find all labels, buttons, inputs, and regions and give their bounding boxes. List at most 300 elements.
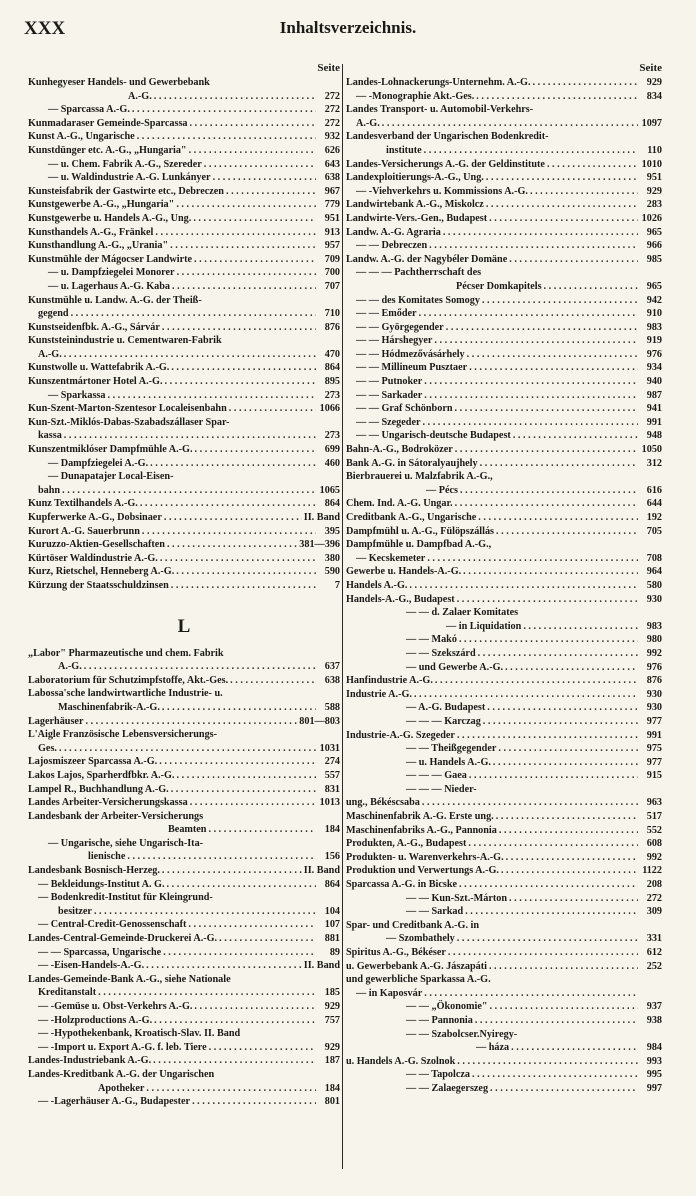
- entry-title: — — d. Zalaer Komitates: [406, 607, 519, 619]
- index-entry: [346, 158, 662, 172]
- entry-title: Kunstwolle u. Wattefabrik A.-G.: [28, 362, 170, 374]
- entry-title: — Central-Credit-Genossenschaft: [38, 919, 187, 931]
- entry-page: 942: [646, 294, 662, 306]
- dot-leader: [434, 334, 638, 348]
- entry-title: L'Aigle Französische Lebensversicherungs-: [28, 729, 218, 741]
- entry-title: Hanfindustrie A.-G.: [346, 675, 433, 687]
- entry-title: — Bodenkredit-Institut für Kleingrund-: [38, 892, 213, 904]
- entry-title: Landes Transport- u. Automobil-Verkehrs-: [346, 104, 534, 116]
- entry-title: gegend: [38, 308, 69, 320]
- dot-leader: [194, 253, 316, 267]
- dot-leader: [170, 239, 316, 253]
- index-entry: [346, 484, 662, 498]
- entry-title: — — — Pachtherrschaft des: [356, 267, 482, 279]
- entry-page: 707: [324, 280, 340, 292]
- dot-leader: [483, 715, 638, 729]
- index-entry: [28, 525, 340, 539]
- index-entry: [346, 212, 662, 226]
- dot-leader: [486, 198, 638, 212]
- index-entry: [346, 1068, 662, 1082]
- index-entry: [28, 171, 340, 185]
- right-column: [346, 60, 662, 1096]
- left-column: [28, 60, 340, 1109]
- entry-page: 272: [324, 90, 340, 102]
- index-entry: [346, 837, 662, 851]
- entry-page: 987: [646, 389, 662, 401]
- entry-page: 381—396: [299, 539, 340, 551]
- dot-leader: [496, 525, 638, 539]
- entry-title: — — Zalaegerszeg: [406, 1082, 489, 1094]
- index-entry: [28, 986, 340, 1000]
- index-entry: [28, 1000, 340, 1014]
- entry-page: 590: [324, 566, 340, 578]
- dot-leader: [163, 946, 316, 960]
- entry-title: — Dunapatajer Local-Eisen-: [48, 471, 174, 483]
- dot-leader: [64, 348, 316, 362]
- entry-title: Labossa'sche landwirtwartliche Industrie- u.: [28, 688, 223, 700]
- index-entry: [346, 90, 662, 104]
- entry-page: 709: [324, 253, 340, 265]
- index-entry: [346, 633, 662, 647]
- entry-title: — — Makó: [406, 634, 457, 646]
- entry-title: Landes-Lohnackerungs-Unternehm. A.-G.: [346, 77, 531, 88]
- entry-title: Lakos Lajos, Sparherdfbkr. A.-G.: [28, 769, 175, 781]
- entry-page: 957: [324, 240, 340, 252]
- entry-page: 470: [324, 348, 340, 360]
- index-entry: [346, 769, 662, 783]
- entry-title: — — Sarkad: [406, 906, 464, 918]
- dot-leader: [446, 321, 638, 335]
- index-entry: [28, 226, 340, 240]
- index-entry: [28, 878, 340, 892]
- index-entry: [28, 389, 340, 403]
- entry-page: 864: [324, 498, 340, 510]
- dot-leader: [153, 1054, 316, 1068]
- dot-leader: [478, 647, 638, 661]
- index-entry: [346, 919, 662, 933]
- index-entry: [346, 647, 662, 661]
- index-entry: [346, 321, 662, 335]
- entry-title: Kunstseidenfbk. A.-G., Sárvár: [28, 321, 160, 333]
- entry-title: — -Eisen-Handels-A.-G.: [38, 960, 145, 972]
- index-entry: [346, 810, 662, 824]
- entry-title: — Bekleidungs-Institut A. G.: [38, 878, 165, 890]
- entry-page: 976: [646, 348, 662, 360]
- dot-leader: [480, 457, 638, 471]
- dot-leader: [213, 171, 316, 185]
- entry-page: 705: [646, 525, 662, 537]
- dot-leader: [189, 144, 316, 158]
- dot-leader: [85, 715, 297, 729]
- entry-title: Landw. A.-G. der Nagybéler Domäne: [346, 253, 508, 265]
- entry-title: — Ungarische, siehe Ungarisch-Ita-: [48, 837, 204, 849]
- index-entry: [28, 1041, 340, 1055]
- entry-title: Kunstgewerbe u. Handels A.-G., Ung.: [28, 212, 192, 224]
- index-entry: [346, 429, 662, 443]
- dot-leader: [467, 348, 638, 362]
- entry-title: Landes-Versicherungs A.-G. der Geldinstitute: [346, 158, 545, 170]
- entry-page: 992: [646, 851, 662, 863]
- dot-leader: [107, 389, 316, 403]
- entry-title: Sparcassa A.-G. in Bicske: [346, 879, 458, 891]
- dot-leader: [59, 742, 316, 756]
- index-entry: [346, 674, 662, 688]
- index-entry: [28, 959, 340, 973]
- entry-page: 941: [646, 403, 662, 415]
- entry-page: 104: [324, 905, 340, 917]
- dot-leader: [435, 674, 638, 688]
- dot-leader: [127, 850, 316, 864]
- entry-title: — u. Waldindustrie A.-G. Lunkányer: [48, 172, 211, 184]
- entry-title: Spar- und Creditbank A.-G. in: [346, 919, 480, 931]
- index-entry: [28, 375, 340, 389]
- entry-title: Kunst A.-G., Ungarische: [28, 131, 135, 143]
- entry-page: 992: [646, 647, 662, 659]
- dot-leader: [423, 416, 638, 430]
- dot-leader: [226, 185, 316, 199]
- index-entry: [28, 130, 340, 144]
- entry-page: 638: [324, 172, 340, 184]
- index-entry: [28, 144, 340, 158]
- entry-page: 192: [646, 512, 662, 523]
- entry-title: Apotheker: [98, 1082, 145, 1094]
- index-entry: [346, 294, 662, 308]
- entry-title: Kunstgewerbe A.-G., „Hungaria": [28, 199, 175, 211]
- entry-title: — u. Dampfziegelei Monorer: [48, 267, 175, 279]
- index-entry: [346, 742, 662, 756]
- dot-leader: [94, 905, 316, 919]
- entry-title: — — — Nieder-: [406, 783, 477, 795]
- entry-title: — háza: [476, 1042, 510, 1054]
- entry-page: 985: [646, 253, 662, 265]
- entry-page: 965: [646, 226, 662, 238]
- index-entry: [28, 212, 340, 226]
- entry-page: 1050: [641, 444, 662, 456]
- entry-title: Kunstmühle u. Landw. A.-G. der Theiß-: [28, 294, 202, 306]
- index-entry: [346, 348, 662, 362]
- index-entry: [28, 565, 340, 579]
- entry-title: Industrie A.-G.: [346, 688, 412, 700]
- entry-page: 331: [646, 933, 662, 945]
- entry-page: 638: [324, 674, 340, 686]
- dot-leader: [62, 484, 316, 498]
- entry-page: 612: [646, 947, 662, 958]
- dot-leader: [160, 552, 316, 566]
- index-entry: [346, 552, 662, 566]
- index-entry: [346, 565, 662, 579]
- dot-leader: [498, 742, 638, 756]
- entry-page: 984: [646, 1042, 662, 1054]
- index-entry: [28, 742, 340, 756]
- index-entry: [28, 932, 340, 946]
- entry-title: Lajosmiszeer Sparcassa A.-G.: [28, 756, 158, 768]
- entry-title: Gewerbe u. Handels-A.-G.: [346, 566, 462, 578]
- dot-leader: [424, 987, 638, 1001]
- entry-title: Kunz Textilhandels A.-G.: [28, 498, 138, 510]
- dot-leader: [219, 932, 316, 946]
- dot-leader: [472, 1068, 638, 1082]
- entry-page: 637: [324, 661, 340, 673]
- entry-page: II. Band: [303, 865, 340, 877]
- entry-title: — Kecskemeter: [356, 552, 426, 564]
- index-entry: [346, 701, 662, 715]
- entry-page: 966: [646, 240, 662, 252]
- entry-title: Dampfmühl u. A.-G., Fülöpszállás: [346, 525, 495, 537]
- entry-page: 910: [646, 308, 662, 320]
- index-entry: [28, 158, 340, 172]
- dot-leader: [457, 729, 638, 743]
- dot-leader: [230, 674, 316, 688]
- entry-title: Laboratorium für Schutzimpfstoffe, Akt.-Ges.: [28, 674, 229, 686]
- entry-title: — — Pannonia: [406, 1014, 473, 1026]
- index-entry: [346, 661, 662, 675]
- entry-title: Landes Arbeiter-Versicherungskassa: [28, 797, 188, 809]
- entry-page: 1122: [642, 865, 662, 877]
- index-entry: [28, 538, 340, 552]
- index-entry: [346, 783, 662, 797]
- index-entry: [346, 606, 662, 620]
- entry-title: — -Gemüse u. Obst-Verkehrs A.-G.: [38, 1001, 193, 1012]
- dot-leader: [475, 1014, 638, 1028]
- entry-title: Bierbrauerei u. Malzfabrik A.-G.,: [346, 471, 493, 483]
- entry-page: 801: [324, 1096, 340, 1108]
- entry-title: kassa: [38, 430, 62, 442]
- entry-page: II. Band: [303, 960, 340, 972]
- entry-title: A.-G.: [38, 348, 62, 360]
- entry-page: 930: [646, 688, 662, 700]
- entry-page: 881: [324, 933, 340, 945]
- entry-page: 876: [646, 675, 662, 687]
- index-entry: [28, 90, 340, 104]
- dot-leader: [64, 429, 316, 443]
- entry-title: Landes-Industriebank A.-G.: [28, 1055, 152, 1067]
- entry-page: 380: [324, 552, 340, 564]
- index-entry: [28, 715, 340, 729]
- entry-title: Creditbank A.-G., Ungarische: [346, 512, 477, 523]
- dot-leader: [164, 511, 302, 525]
- entry-title: u. Handels A.-G. Szolnok: [346, 1055, 456, 1067]
- index-entry: [28, 1082, 340, 1096]
- entry-title: — -Viehverkehrs u. Kommissions A.-G.: [356, 185, 528, 197]
- index-entry: [28, 552, 340, 566]
- index-entry: [28, 348, 340, 362]
- index-list-l: [28, 647, 340, 1109]
- dot-leader: [468, 837, 638, 851]
- entry-page: 1010: [641, 158, 662, 170]
- index-entry: [346, 185, 662, 199]
- dot-leader: [489, 212, 638, 226]
- dot-leader: [533, 76, 638, 90]
- index-entry: [28, 1054, 340, 1068]
- dot-leader: [469, 769, 638, 783]
- index-entry: [28, 443, 340, 457]
- index-entry: [346, 878, 662, 892]
- entry-title: Kun-Szent-Marton-Szentesor Localeisenbahn: [28, 403, 227, 415]
- entry-page: 395: [324, 525, 340, 537]
- dot-leader: [190, 796, 316, 810]
- entry-title: — — Hódmezővásárhely: [356, 348, 465, 360]
- entry-page: 272: [646, 892, 662, 904]
- dot-leader: [424, 389, 638, 403]
- entry-page: 834: [646, 90, 662, 102]
- entry-page: 616: [646, 484, 662, 496]
- index-entry: [28, 198, 340, 212]
- dot-leader: [487, 701, 638, 715]
- dot-leader: [509, 892, 638, 906]
- index-entry: [28, 1027, 340, 1041]
- dot-leader: [547, 158, 638, 172]
- index-entry: [346, 266, 662, 280]
- dot-leader: [84, 660, 316, 674]
- entry-page: 932: [324, 131, 340, 143]
- entry-page: 557: [324, 769, 340, 781]
- index-entry: [346, 144, 662, 158]
- dot-leader: [209, 1041, 316, 1055]
- entry-page: 975: [646, 743, 662, 755]
- entry-title: — Sparkassa: [48, 389, 106, 401]
- dot-leader: [424, 375, 638, 389]
- dot-leader: [171, 579, 316, 593]
- dot-leader: [176, 565, 316, 579]
- index-entry: [28, 891, 340, 905]
- entry-page: 937: [646, 1001, 662, 1013]
- index-entry: [28, 294, 340, 308]
- index-entry: [346, 443, 662, 457]
- index-entry: [28, 674, 340, 688]
- index-entry: [346, 824, 662, 838]
- entry-page: 185: [324, 987, 340, 999]
- dot-leader: [506, 851, 638, 865]
- entry-title: institute: [386, 144, 422, 156]
- dot-leader: [154, 90, 316, 104]
- entry-page: 963: [646, 797, 662, 809]
- entry-page: 965: [646, 280, 662, 292]
- dot-leader: [501, 864, 638, 878]
- entry-page: 273: [324, 389, 340, 401]
- entry-title: Produktion und Verwertungs A.-G.: [346, 865, 499, 877]
- seite-label-right: Seite: [639, 62, 662, 74]
- index-entry: [28, 321, 340, 335]
- index-entry: [28, 905, 340, 919]
- entry-page: 700: [324, 267, 340, 279]
- dot-leader: [482, 294, 638, 308]
- entry-title: Beamten: [168, 824, 207, 836]
- entry-title: — — Ungarisch-deutsche Budapest: [356, 430, 511, 442]
- index-entry: [28, 647, 340, 661]
- entry-title: — in Liquidation: [446, 620, 522, 632]
- index-entry: [28, 701, 340, 715]
- index-entry: [28, 511, 340, 525]
- index-entry: [28, 402, 340, 416]
- entry-page: 948: [646, 430, 662, 442]
- entry-title: Kürtöser Waldindustrie A.-G.: [28, 552, 158, 564]
- index-entry: [346, 389, 662, 403]
- index-entry: [28, 117, 340, 131]
- entry-title: Maschinenfabrik A.-G. Erste ung.: [346, 811, 494, 823]
- entry-title: — Dampfziegelei A.-G.: [48, 457, 149, 469]
- dot-leader: [496, 810, 638, 824]
- entry-title: Kunszentmiklóser Dampfmühle A.-G.: [28, 444, 193, 456]
- entry-title: — u. Chem. Fabrik A.-G., Szereder: [48, 158, 202, 170]
- entry-page: 252: [646, 960, 662, 972]
- dot-leader: [459, 878, 638, 892]
- entry-title: — — Tapolcza: [406, 1069, 470, 1081]
- dot-leader: [137, 130, 316, 144]
- entry-page: 1013: [319, 797, 340, 809]
- dot-leader: [455, 402, 638, 416]
- entry-page: 757: [324, 1014, 340, 1026]
- entry-title: Kurz, Rietschel, Henneberg A.-G.: [28, 566, 175, 578]
- dot-leader: [429, 239, 638, 253]
- dot-leader: [159, 755, 316, 769]
- dot-leader: [463, 565, 638, 579]
- index-entry: [346, 688, 662, 702]
- entry-title: Pécser Domkapitels: [456, 280, 542, 292]
- entry-page: 876: [324, 321, 340, 333]
- dot-leader: [382, 117, 638, 131]
- entry-page: 309: [646, 906, 662, 918]
- entry-page: 184: [324, 824, 340, 836]
- entry-page: 977: [646, 715, 662, 727]
- dot-leader: [490, 1000, 639, 1014]
- dot-leader: [229, 402, 316, 416]
- entry-page: 993: [646, 1055, 662, 1067]
- entry-page: 831: [324, 783, 340, 795]
- dot-leader: [194, 1000, 316, 1014]
- entry-page: 977: [646, 756, 662, 768]
- entry-page: 779: [324, 199, 340, 211]
- entry-title: — — Szabolcser.Nyiregy-: [406, 1028, 518, 1040]
- entry-title: Landexploitierungs-A.-G., Ung.: [346, 172, 484, 184]
- entry-title: — und Gewerbe A.-G.: [406, 661, 504, 673]
- entry-page: 864: [324, 362, 340, 374]
- index-entry: [346, 375, 662, 389]
- index-entry: [346, 756, 662, 770]
- entry-title: — — Theißgegender: [406, 743, 497, 755]
- entry-page: 1066: [319, 403, 340, 415]
- entry-title: Kupferwerke A.-G., Dobsinaer: [28, 512, 162, 523]
- entry-page: 708: [646, 552, 662, 564]
- dot-leader: [171, 783, 316, 797]
- entry-title: Lampel R., Buchhandlung A.-G.: [28, 783, 169, 795]
- index-entry: [28, 837, 340, 851]
- dot-leader: [177, 266, 316, 280]
- entry-title: — Pécs: [426, 484, 458, 496]
- dot-leader: [165, 375, 317, 389]
- index-entry: [28, 76, 340, 90]
- entry-title: — — Sarkader: [356, 389, 423, 401]
- index-list-k: [28, 76, 340, 593]
- index-entry: [28, 307, 340, 321]
- entry-page: 89: [329, 946, 340, 958]
- page-header: [0, 14, 696, 44]
- index-entry: [346, 892, 662, 906]
- index-entry: [346, 103, 662, 117]
- index-entry: [346, 1028, 662, 1042]
- dot-leader: [193, 212, 316, 226]
- entry-page: 626: [324, 144, 340, 156]
- index-entry: [346, 226, 662, 240]
- entry-title: Spiritus A.-G., Békéser: [346, 947, 446, 958]
- dot-leader: [448, 946, 638, 960]
- index-entry: [28, 334, 340, 348]
- dot-leader: [140, 497, 316, 511]
- dot-leader: [142, 525, 316, 539]
- index-entry: [346, 130, 662, 144]
- entry-page: 699: [324, 444, 340, 456]
- entry-title: Kürzung der Staatsschuldzinsen: [28, 579, 169, 591]
- index-entry: [346, 796, 662, 810]
